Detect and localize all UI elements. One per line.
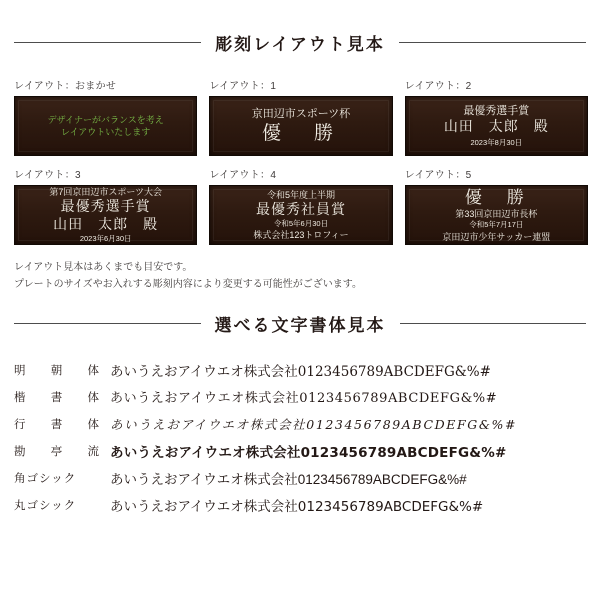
layout-notes	[14, 259, 586, 293]
font-name	[14, 470, 110, 486]
font-sample-text: あいうえおアイウエオ株式会社0123456789ABCDEFG&%#	[110, 363, 491, 380]
layout-sample-label: レイアウト：3	[14, 170, 81, 181]
engraving-plate	[14, 185, 197, 245]
font-name-char: 体	[87, 391, 100, 404]
plate-text-line: 第7回京田辺市スポーツ大会	[49, 187, 162, 198]
font-name	[14, 416, 110, 432]
plate-text-line: 令和5年6月30日	[273, 218, 329, 228]
plate-text-line: 最優秀選手賞	[60, 198, 151, 215]
plate-text-line: レイアウトいたします	[61, 127, 151, 137]
font-sample-row	[14, 437, 586, 464]
plate-text-line: 京田辺市スポーツ杯	[251, 108, 351, 121]
font-sample-list	[14, 356, 586, 518]
font-sample-row	[14, 383, 586, 410]
font-name-char: 勘	[14, 445, 27, 458]
plate-text-line: 最優秀選手賞	[463, 104, 530, 117]
font-name-char: 体	[87, 418, 100, 431]
font-name-char: 流	[87, 445, 100, 458]
plate-text-line: 2023年6月30日	[79, 233, 132, 243]
plate-text-line: 優 勝	[464, 188, 528, 208]
font-name-char: 書	[50, 391, 64, 404]
layout-sample-item	[14, 166, 195, 245]
layout-sample-label: レイアウト：おまかせ	[14, 81, 117, 92]
layout-sample-item	[14, 77, 195, 156]
note-line: プレートのサイズやお入れする彫刻内容により変更する可能性がございます。	[14, 279, 362, 290]
font-section-title: 選べる文字書体見本	[214, 316, 386, 335]
layout-sample-label: レイアウト：5	[404, 170, 472, 181]
font-name-char: 朝	[50, 364, 64, 377]
plate-text-line: 最優秀社員賞	[255, 200, 346, 217]
font-name	[14, 389, 110, 405]
font-sample-row	[14, 410, 586, 437]
plate-text-line: 山田 太郎 殿	[53, 215, 159, 232]
engraving-plate	[405, 96, 588, 156]
layout-sample-grid	[14, 77, 586, 245]
font-name	[14, 362, 110, 378]
font-sample-text: あいうえおアイウエオ株式会社0123456789ABCDEFG&%#	[110, 391, 498, 406]
engraving-plate	[14, 96, 197, 156]
note-line: レイアウト見本はあくまでも目安です。	[14, 262, 193, 273]
plate-text-line: 令和5年7月17日	[469, 220, 524, 230]
layout-sample-item	[405, 77, 586, 156]
layout-section-title: 彫刻レイアウト見本	[215, 35, 385, 54]
plate-text-line: 山田 太郎 殿	[443, 118, 549, 135]
font-name-char: 明	[14, 364, 27, 377]
heading-rule-right	[399, 42, 586, 43]
layout-sample-item	[405, 166, 586, 245]
layout-sample-label: レイアウト：4	[209, 170, 277, 181]
font-name-char: 丸ゴシック	[14, 499, 77, 512]
engraving-plate	[405, 185, 588, 245]
font-name-char: 角ゴシック	[14, 472, 77, 485]
font-sample-row	[14, 491, 586, 518]
engraving-plate	[209, 96, 392, 156]
layout-sample-item	[209, 166, 390, 245]
plate-text-line: 株式会社123トロフィー	[253, 230, 349, 241]
font-sample-text: あいうえおアイウエオ株式会社0123456789ABCDEFG&%#	[110, 444, 507, 461]
font-name-char: 行	[14, 418, 27, 431]
layout-sample-label: レイアウト：2	[404, 81, 472, 92]
plate-text-line: 第33回京田辺市長杯	[455, 209, 538, 220]
font-name	[14, 443, 110, 459]
heading-rule-left	[14, 323, 201, 324]
heading-rule-right	[400, 323, 587, 324]
plate-text-line: 令和5年度上半期	[266, 189, 335, 200]
font-sample-text: あいうえおアイウエオ株式会社0123456789ABCDEFG&%#	[110, 471, 467, 487]
font-name-char: 亭	[50, 445, 64, 458]
plate-text-line: デザイナーがバランスを考え	[47, 114, 164, 125]
heading-rule-left	[14, 42, 201, 43]
font-name-char: 書	[50, 418, 64, 431]
plate-text-line: 京田辺市少年サッカー連盟	[442, 231, 551, 242]
engraving-plate	[209, 185, 392, 245]
font-sample-text: あいうえおアイウエオ株式会社0123456789ABCDEFG&%#	[110, 498, 484, 515]
font-section-heading	[14, 293, 586, 336]
font-name-char: 体	[87, 364, 100, 377]
font-sample-row	[14, 464, 586, 491]
plate-text-line: 優 勝	[261, 122, 340, 144]
font-sample-text: あいうえおアイウエオ株式会社0123456789ABCDEFG&%#	[110, 416, 518, 432]
plate-text-line: 2023年8月30日	[470, 137, 523, 147]
layout-section-heading	[14, 0, 586, 55]
layout-sample-item	[209, 77, 390, 156]
font-sample-row	[14, 356, 586, 383]
font-name-char: 楷	[14, 391, 27, 404]
plate-inner-frame	[18, 100, 193, 152]
layout-sample-label: レイアウト：1	[209, 81, 277, 92]
font-name	[14, 497, 110, 513]
